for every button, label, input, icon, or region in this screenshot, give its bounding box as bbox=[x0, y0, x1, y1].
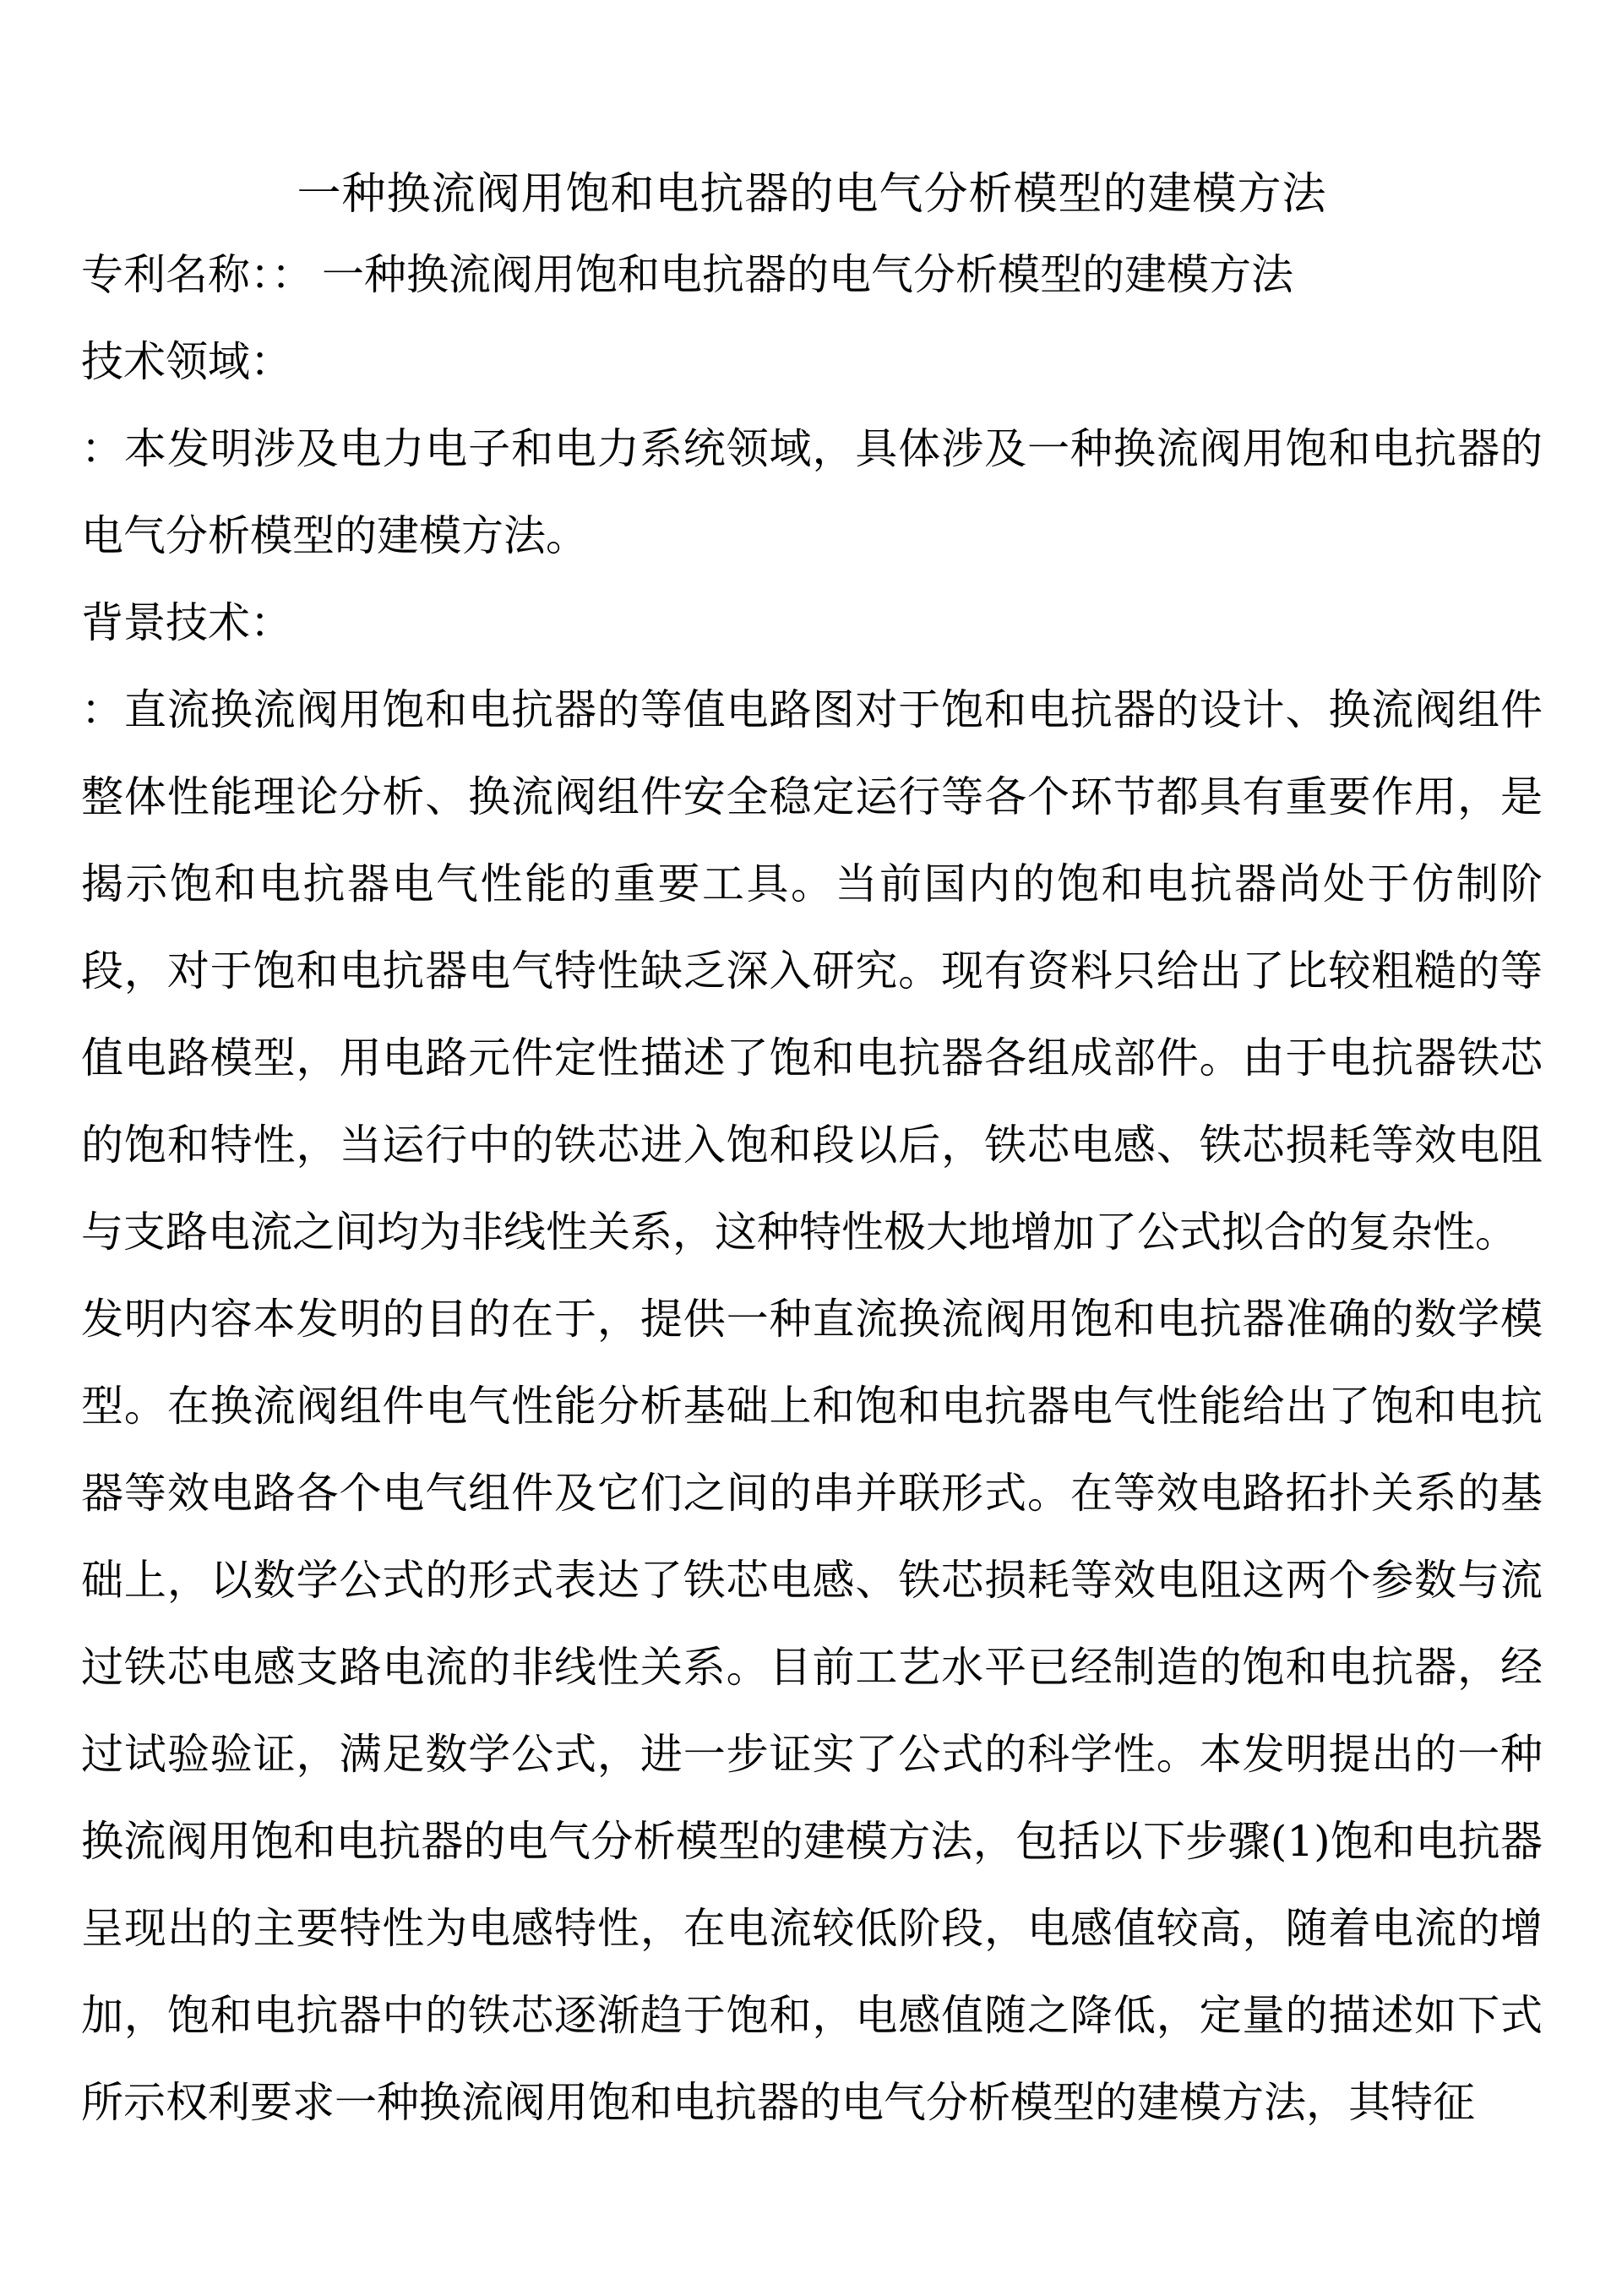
patent-name-row bbox=[81, 232, 1543, 319]
background-paragraph: ：直流换流阀用饱和电抗器的等值电路图对于饱和电抗器的设计、换流阀组件整体性能理论分析、换流阀组件安全稳定运行等各个环节都具有重要作用，是揭示饱和电抗器电气性能的重要工具。当前国内的饱和电抗器尚处于仿制阶段，对于饱和电抗器电气特性缺乏深入研究。现有资料只给出了比较粗糙的等值电路模型，用电路元件定性描述了饱和电抗器各组成部件。由于电抗器铁芯的饱和特性，当运行中的铁芯进入饱和段以后，铁芯电感、铁芯损耗等效电阻与支路电流之间均为非线性关系，这种特性极大地增加了公式拟合的复杂性。 bbox=[81, 685, 1543, 1257]
summary-paragraph: 发明内容本发明的目的在于，提供一种直流换流阀用饱和电抗器准确的数学模型。在换流阀组件电气性能分析基础上和饱和电抗器电气性能给出了饱和电抗器等效电路各个电气组件及它们之间的串并联形式。在等效电路拓扑关系的基础上，以数学公式的形式表达了铁芯电感、铁芯损耗等效电阻这两个参数与流过铁芯电感支路电流的非线性关系。目前工艺水平已经制造的饱和电抗器，经过试验验证，满足数学公式，进一步证实了公式的科学性。本发明提出的一种换流阀用饱和电抗器的电气分析模型的建模方法，包括以下步骤(1)饱和电抗器呈现出的主要特性为电感特性，在电流较低阶段，电感值较高，随着电流的增加，饱和电抗器中的铁芯逐渐趋于饱和，电感值随之降低，定量的描述如下式所示权利要求一种换流阀用饱和电抗器的电气分析模型的建模方法，其特征 bbox=[81, 1295, 1543, 2127]
document-body bbox=[81, 159, 1543, 2146]
document-title: 一种换流阀用饱和电抗器的电气分析模型的建模方法 bbox=[297, 169, 1327, 220]
technical-field-paragraph: ：本发明涉及电力电子和电力系统领域，具体涉及一种换流阀用饱和电抗器的电气分析模型的建模方法。 bbox=[81, 424, 1543, 560]
patent-name-label: 专利名称：： bbox=[81, 250, 313, 299]
technical-field-heading: 技术领域： bbox=[81, 337, 292, 386]
background-heading: 背景技术： bbox=[81, 598, 292, 647]
patent-name-value: 一种换流阀用饱和电抗器的电气分析模型的建模方法 bbox=[322, 250, 1293, 299]
